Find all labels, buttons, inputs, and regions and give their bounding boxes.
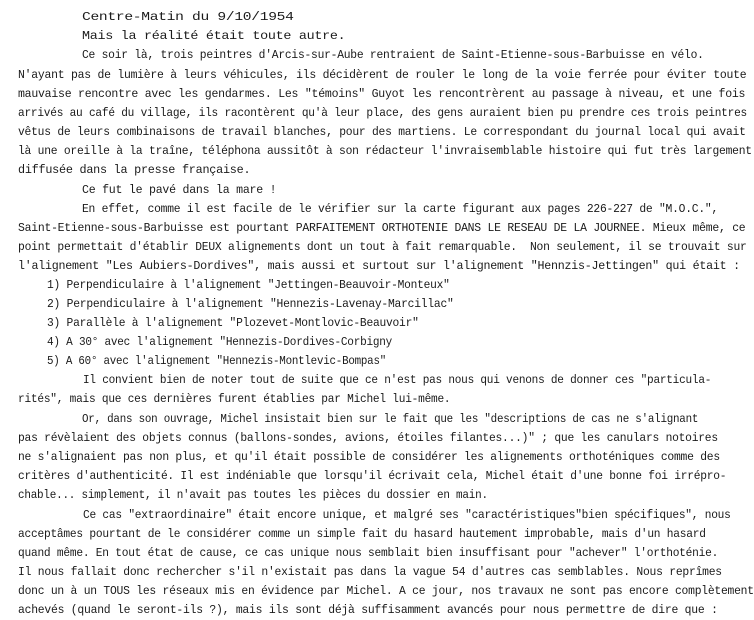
- paragraph-line: pas révèlaient des objets connus (ballons-sondes, avions, étoiles filantes...)" ; que les canulars notoires: [18, 431, 718, 445]
- paragraph-line: quand même. En tout état de cause, ce cas unique nous semblait bien insuffisant pour "achever" l'orthoténie.: [18, 546, 719, 560]
- paragraph-line: point permettait d'établir DEUX alignements dont un tout à fait remarquable. Non seulement, il se trouvait sur: [18, 240, 747, 254]
- paragraph-line: Ce fut le pavé dans la mare !: [82, 183, 277, 197]
- paragraph-line: Il nous fallait donc rechercher s'il n'existait pas dans la vague 54 d'autres cas semblables. Nous reprîmes: [18, 565, 722, 579]
- paragraph-line: Ce soir là, trois peintres d'Arcis-sur-Aube rentraient de Saint-Etienne-sous-Barbuisse en vélo.: [82, 48, 704, 62]
- paragraph-line: Saint-Etienne-sous-Barbuisse est pourtant PARFAITEMENT ORTHOTENIE DANS LE RESEAU DE LA JOURNEE. Mieux même, ce: [18, 221, 746, 235]
- paragraph-line: En effet, comme il est facile de le vérifier sur la carte figurant aux pages 226-227 de "M.O.C.",: [82, 202, 719, 216]
- paragraph-line: mauvaise rencontre avec les gendarmes. Les "témoins" Guyot les rencontrèrent au passage à niveau, et une fois: [18, 87, 746, 101]
- paragraph-line: diffusée dans la presse française.: [18, 163, 251, 177]
- paragraph-line: arrivés au café du village, ils racontèrent qu'à leur place, des gens auraient bien pu prendre ces trois peintres: [18, 106, 747, 120]
- list-item: 2) Perpendiculaire à l'alignement "Hennezis-Lavenay-Marcillac": [47, 297, 454, 311]
- list-item: 1) Perpendiculaire à l'alignement "Jettingen-Beauvoir-Monteux": [47, 278, 450, 292]
- paragraph-line: Ce cas "extraordinaire" était encore unique, et malgré ses "caractéristiques"bien spécifiques", nous: [83, 508, 731, 522]
- paragraph-line: acceptâmes pourtant de le considérer comme un simple fait du hasard hautement improbable, mais d'un hasard: [18, 527, 706, 541]
- paragraph-line: N'ayant pas de lumière à leurs véhicules, ils décidèrent de rouler le long de la voie ferrée pour éviter toute: [18, 68, 747, 82]
- paragraph-line: critères d'authenticité. Il est indéniable que lorsqu'il écrivait cela, Michel était d'une bonne foi irrépro-: [18, 469, 727, 483]
- list-item: 4) A 30° avec l'alignement "Hennezis-Dordives-Corbigny: [47, 335, 393, 349]
- source-line: Centre-Matin du 9/10/1954: [82, 10, 294, 24]
- subtitle-line: Mais la réalité était toute autre.: [82, 29, 346, 43]
- paragraph-line: achevés (quand le seront-ils ?), mais ils sont déjà suffisamment avancés pour nous permettre de dire que :: [18, 603, 718, 617]
- paragraph-line: rités", mais que ces dernières furent établies par Michel lui-même.: [18, 392, 451, 406]
- list-item: 3) Parallèle à l'alignement "Plozevet-Montlovic-Beauvoir": [47, 316, 419, 330]
- paragraph-line: Il convient bien de noter tout de suite que ce n'est pas nous qui venons de donner ces "particula-: [83, 373, 712, 387]
- paragraph-line: là une oreille à la traîne, téléphona aussitôt à son rédacteur l'invraisemblable histoire qui fut très largement: [18, 144, 752, 158]
- list-item: 5) A 60° avec l'alignement "Hennezis-Montlevic-Bompas": [47, 354, 387, 368]
- paragraph-line: Or, dans son ouvrage, Michel insistait bien sur le fait que les "descriptions de cas ne s'alignant: [82, 412, 699, 426]
- paragraph-line: ne s'alignaient pas non plus, et qu'il était possible de considérer les alignements orthoténiques comme des: [18, 450, 720, 464]
- paragraph-line: chable... simplement, il n'avait pas toutes les pièces du dossier en main.: [18, 488, 488, 502]
- paragraph-line: l'alignement "Les Aubiers-Dordives", mais aussi et surtout sur l'alignement "Hennzis-Jettingen" qui était :: [18, 259, 740, 273]
- paragraph-line: donc un à un TOUS les réseaux mis en évidence par Michel. A ce jour, nos travaux ne sont pas encore complètement: [18, 584, 754, 598]
- paragraph-line: vêtus de leurs combinaisons de travail blanches, pour des martiens. Le correspondant du journal local qui avait: [18, 125, 746, 139]
